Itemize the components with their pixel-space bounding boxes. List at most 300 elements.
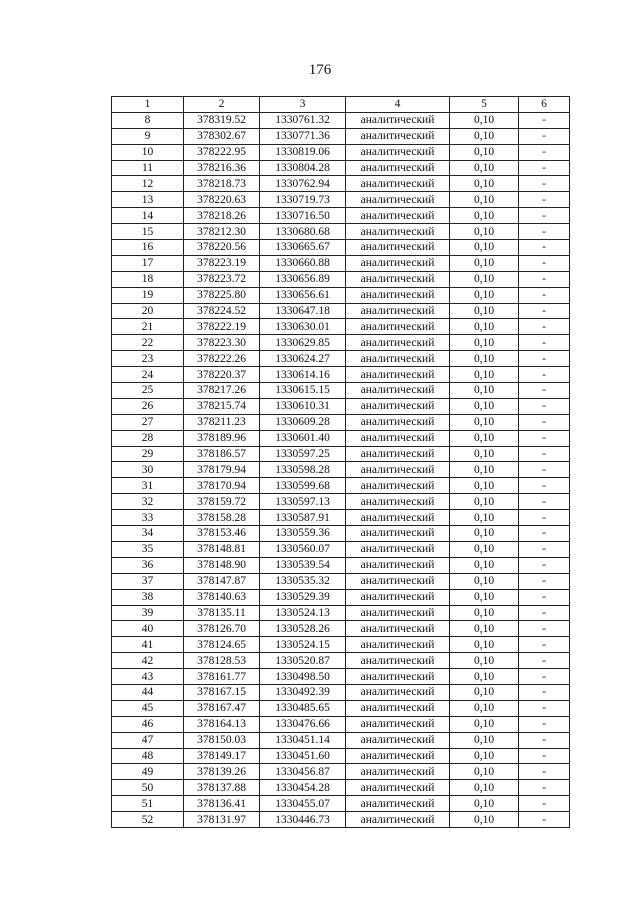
method-cell: аналитический xyxy=(346,462,450,478)
method-cell: аналитический xyxy=(346,637,450,653)
x-coordinate-cell: 378223.30 xyxy=(184,335,260,351)
method-cell: аналитический xyxy=(346,748,450,764)
x-coordinate-cell: 378135.11 xyxy=(184,605,260,621)
point-number-cell: 46 xyxy=(112,716,184,732)
y-coordinate-cell: 1330665.67 xyxy=(260,240,346,256)
y-coordinate-cell: 1330559.36 xyxy=(260,526,346,542)
note-cell: - xyxy=(519,192,570,208)
table-header-row xyxy=(112,97,570,113)
accuracy-cell: 0,10 xyxy=(450,510,519,526)
accuracy-cell: 0,10 xyxy=(450,287,519,303)
note-cell: - xyxy=(519,398,570,414)
x-coordinate-cell: 378223.19 xyxy=(184,255,260,271)
table-row xyxy=(112,716,570,732)
note-cell: - xyxy=(519,303,570,319)
y-coordinate-cell: 1330771.36 xyxy=(260,128,346,144)
method-cell: аналитический xyxy=(346,128,450,144)
x-coordinate-cell: 378220.56 xyxy=(184,240,260,256)
y-coordinate-cell: 1330610.31 xyxy=(260,398,346,414)
y-coordinate-cell: 1330609.28 xyxy=(260,414,346,430)
note-cell: - xyxy=(519,319,570,335)
method-cell: аналитический xyxy=(346,224,450,240)
point-number-cell: 48 xyxy=(112,748,184,764)
point-number-cell: 41 xyxy=(112,637,184,653)
table-row xyxy=(112,557,570,573)
table-row xyxy=(112,367,570,383)
accuracy-cell: 0,10 xyxy=(450,589,519,605)
note-cell: - xyxy=(519,526,570,542)
x-coordinate-cell: 378215.74 xyxy=(184,398,260,414)
point-number-cell: 36 xyxy=(112,557,184,573)
y-coordinate-cell: 1330485.65 xyxy=(260,700,346,716)
note-cell: - xyxy=(519,446,570,462)
x-coordinate-cell: 378212.30 xyxy=(184,224,260,240)
y-coordinate-cell: 1330524.13 xyxy=(260,605,346,621)
point-number-cell: 15 xyxy=(112,224,184,240)
x-coordinate-cell: 378189.96 xyxy=(184,430,260,446)
note-cell: - xyxy=(519,414,570,430)
x-coordinate-cell: 378139.26 xyxy=(184,764,260,780)
table-row xyxy=(112,812,570,828)
accuracy-cell: 0,10 xyxy=(450,430,519,446)
y-coordinate-cell: 1330614.16 xyxy=(260,367,346,383)
method-cell: аналитический xyxy=(346,478,450,494)
y-coordinate-cell: 1330656.61 xyxy=(260,287,346,303)
y-coordinate-cell: 1330598.28 xyxy=(260,462,346,478)
x-coordinate-cell: 378222.19 xyxy=(184,319,260,335)
table-row xyxy=(112,335,570,351)
note-cell: - xyxy=(519,684,570,700)
point-number-cell: 38 xyxy=(112,589,184,605)
y-coordinate-cell: 1330560.07 xyxy=(260,541,346,557)
x-coordinate-cell: 378167.15 xyxy=(184,684,260,700)
y-coordinate-cell: 1330647.18 xyxy=(260,303,346,319)
note-cell: - xyxy=(519,573,570,589)
column-header: 3 xyxy=(260,97,346,113)
y-coordinate-cell: 1330819.06 xyxy=(260,144,346,160)
point-number-cell: 40 xyxy=(112,621,184,637)
table-row xyxy=(112,303,570,319)
accuracy-cell: 0,10 xyxy=(450,271,519,287)
column-header: 5 xyxy=(450,97,519,113)
y-coordinate-cell: 1330451.14 xyxy=(260,732,346,748)
method-cell: аналитический xyxy=(346,112,450,128)
x-coordinate-cell: 378153.46 xyxy=(184,526,260,542)
y-coordinate-cell: 1330520.87 xyxy=(260,653,346,669)
method-cell: аналитический xyxy=(346,446,450,462)
point-number-cell: 10 xyxy=(112,144,184,160)
method-cell: аналитический xyxy=(346,430,450,446)
point-number-cell: 39 xyxy=(112,605,184,621)
y-coordinate-cell: 1330680.68 xyxy=(260,224,346,240)
point-number-cell: 12 xyxy=(112,176,184,192)
x-coordinate-cell: 378158.28 xyxy=(184,510,260,526)
x-coordinate-cell: 378164.13 xyxy=(184,716,260,732)
table-row xyxy=(112,589,570,605)
accuracy-cell: 0,10 xyxy=(450,748,519,764)
x-coordinate-cell: 378224.52 xyxy=(184,303,260,319)
method-cell: аналитический xyxy=(346,255,450,271)
x-coordinate-cell: 378223.72 xyxy=(184,271,260,287)
y-coordinate-cell: 1330630.01 xyxy=(260,319,346,335)
method-cell: аналитический xyxy=(346,780,450,796)
x-coordinate-cell: 378225.80 xyxy=(184,287,260,303)
x-coordinate-cell: 378147.87 xyxy=(184,573,260,589)
method-cell: аналитический xyxy=(346,208,450,224)
method-cell: аналитический xyxy=(346,573,450,589)
x-coordinate-cell: 378150.03 xyxy=(184,732,260,748)
accuracy-cell: 0,10 xyxy=(450,605,519,621)
accuracy-cell: 0,10 xyxy=(450,128,519,144)
y-coordinate-cell: 1330762.94 xyxy=(260,176,346,192)
method-cell: аналитический xyxy=(346,510,450,526)
note-cell: - xyxy=(519,732,570,748)
accuracy-cell: 0,10 xyxy=(450,684,519,700)
table-row xyxy=(112,383,570,399)
x-coordinate-cell: 378211.23 xyxy=(184,414,260,430)
point-number-cell: 35 xyxy=(112,541,184,557)
point-number-cell: 8 xyxy=(112,112,184,128)
y-coordinate-cell: 1330601.40 xyxy=(260,430,346,446)
page-number: 176 xyxy=(308,62,332,78)
y-coordinate-cell: 1330761.32 xyxy=(260,112,346,128)
table-row xyxy=(112,192,570,208)
point-number-cell: 18 xyxy=(112,271,184,287)
accuracy-cell: 0,10 xyxy=(450,192,519,208)
table-row xyxy=(112,208,570,224)
method-cell: аналитический xyxy=(346,351,450,367)
point-number-cell: 52 xyxy=(112,812,184,828)
y-coordinate-cell: 1330597.13 xyxy=(260,494,346,510)
accuracy-cell: 0,10 xyxy=(450,494,519,510)
table-body xyxy=(112,112,570,827)
note-cell: - xyxy=(519,478,570,494)
accuracy-cell: 0,10 xyxy=(450,796,519,812)
note-cell: - xyxy=(519,812,570,828)
y-coordinate-cell: 1330529.39 xyxy=(260,589,346,605)
note-cell: - xyxy=(519,748,570,764)
table-row xyxy=(112,319,570,335)
x-coordinate-cell: 378319.52 xyxy=(184,112,260,128)
method-cell: аналитический xyxy=(346,589,450,605)
point-number-cell: 13 xyxy=(112,192,184,208)
x-coordinate-cell: 378179.94 xyxy=(184,462,260,478)
y-coordinate-cell: 1330716.50 xyxy=(260,208,346,224)
table-row xyxy=(112,414,570,430)
method-cell: аналитический xyxy=(346,414,450,430)
method-cell: аналитический xyxy=(346,144,450,160)
note-cell: - xyxy=(519,494,570,510)
table-row xyxy=(112,398,570,414)
method-cell: аналитический xyxy=(346,494,450,510)
column-header: 2 xyxy=(184,97,260,113)
table-row xyxy=(112,494,570,510)
accuracy-cell: 0,10 xyxy=(450,224,519,240)
point-number-cell: 34 xyxy=(112,526,184,542)
x-coordinate-cell: 378161.77 xyxy=(184,669,260,685)
table-row xyxy=(112,684,570,700)
y-coordinate-cell: 1330451.60 xyxy=(260,748,346,764)
table-row xyxy=(112,764,570,780)
method-cell: аналитический xyxy=(346,303,450,319)
note-cell: - xyxy=(519,224,570,240)
point-number-cell: 49 xyxy=(112,764,184,780)
table-row xyxy=(112,271,570,287)
x-coordinate-cell: 378217.26 xyxy=(184,383,260,399)
point-number-cell: 21 xyxy=(112,319,184,335)
accuracy-cell: 0,10 xyxy=(450,319,519,335)
x-coordinate-cell: 378220.63 xyxy=(184,192,260,208)
note-cell: - xyxy=(519,796,570,812)
x-coordinate-cell: 378148.90 xyxy=(184,557,260,573)
accuracy-cell: 0,10 xyxy=(450,255,519,271)
y-coordinate-cell: 1330492.39 xyxy=(260,684,346,700)
point-number-cell: 32 xyxy=(112,494,184,510)
note-cell: - xyxy=(519,557,570,573)
note-cell: - xyxy=(519,208,570,224)
table-row xyxy=(112,430,570,446)
table-row xyxy=(112,621,570,637)
note-cell: - xyxy=(519,271,570,287)
y-coordinate-cell: 1330660.88 xyxy=(260,255,346,271)
accuracy-cell: 0,10 xyxy=(450,478,519,494)
note-cell: - xyxy=(519,780,570,796)
y-coordinate-cell: 1330587.91 xyxy=(260,510,346,526)
accuracy-cell: 0,10 xyxy=(450,653,519,669)
accuracy-cell: 0,10 xyxy=(450,351,519,367)
x-coordinate-cell: 378216.36 xyxy=(184,160,260,176)
point-number-cell: 19 xyxy=(112,287,184,303)
table-row xyxy=(112,748,570,764)
method-cell: аналитический xyxy=(346,684,450,700)
table-row xyxy=(112,510,570,526)
accuracy-cell: 0,10 xyxy=(450,398,519,414)
accuracy-cell: 0,10 xyxy=(450,240,519,256)
y-coordinate-cell: 1330476.66 xyxy=(260,716,346,732)
table-row xyxy=(112,144,570,160)
note-cell: - xyxy=(519,430,570,446)
point-number-cell: 25 xyxy=(112,383,184,399)
method-cell: аналитический xyxy=(346,240,450,256)
point-number-cell: 26 xyxy=(112,398,184,414)
point-number-cell: 31 xyxy=(112,478,184,494)
table-row xyxy=(112,796,570,812)
accuracy-cell: 0,10 xyxy=(450,621,519,637)
point-number-cell: 24 xyxy=(112,367,184,383)
y-coordinate-cell: 1330599.68 xyxy=(260,478,346,494)
y-coordinate-cell: 1330454.28 xyxy=(260,780,346,796)
table-row xyxy=(112,605,570,621)
x-coordinate-cell: 378218.73 xyxy=(184,176,260,192)
method-cell: аналитический xyxy=(346,383,450,399)
note-cell: - xyxy=(519,605,570,621)
accuracy-cell: 0,10 xyxy=(450,367,519,383)
y-coordinate-cell: 1330446.73 xyxy=(260,812,346,828)
x-coordinate-cell: 378148.81 xyxy=(184,541,260,557)
point-number-cell: 50 xyxy=(112,780,184,796)
table-row xyxy=(112,287,570,303)
accuracy-cell: 0,10 xyxy=(450,669,519,685)
x-coordinate-cell: 378149.17 xyxy=(184,748,260,764)
column-header: 4 xyxy=(346,97,450,113)
point-number-cell: 16 xyxy=(112,240,184,256)
table-row xyxy=(112,160,570,176)
table-row xyxy=(112,541,570,557)
accuracy-cell: 0,10 xyxy=(450,557,519,573)
method-cell: аналитический xyxy=(346,526,450,542)
table-row xyxy=(112,462,570,478)
accuracy-cell: 0,10 xyxy=(450,112,519,128)
table-row xyxy=(112,224,570,240)
method-cell: аналитический xyxy=(346,335,450,351)
accuracy-cell: 0,10 xyxy=(450,176,519,192)
note-cell: - xyxy=(519,621,570,637)
note-cell: - xyxy=(519,589,570,605)
point-number-cell: 9 xyxy=(112,128,184,144)
y-coordinate-cell: 1330597.25 xyxy=(260,446,346,462)
y-coordinate-cell: 1330656.89 xyxy=(260,271,346,287)
y-coordinate-cell: 1330629.85 xyxy=(260,335,346,351)
note-cell: - xyxy=(519,351,570,367)
method-cell: аналитический xyxy=(346,716,450,732)
table-row xyxy=(112,700,570,716)
note-cell: - xyxy=(519,462,570,478)
x-coordinate-cell: 378218.26 xyxy=(184,208,260,224)
accuracy-cell: 0,10 xyxy=(450,732,519,748)
method-cell: аналитический xyxy=(346,319,450,335)
x-coordinate-cell: 378170.94 xyxy=(184,478,260,494)
y-coordinate-cell: 1330804.28 xyxy=(260,160,346,176)
table-row xyxy=(112,526,570,542)
note-cell: - xyxy=(519,637,570,653)
y-coordinate-cell: 1330456.87 xyxy=(260,764,346,780)
method-cell: аналитический xyxy=(346,287,450,303)
y-coordinate-cell: 1330524.15 xyxy=(260,637,346,653)
point-number-cell: 22 xyxy=(112,335,184,351)
accuracy-cell: 0,10 xyxy=(450,780,519,796)
y-coordinate-cell: 1330719.73 xyxy=(260,192,346,208)
accuracy-cell: 0,10 xyxy=(450,335,519,351)
method-cell: аналитический xyxy=(346,621,450,637)
point-number-cell: 43 xyxy=(112,669,184,685)
table-row xyxy=(112,240,570,256)
point-number-cell: 27 xyxy=(112,414,184,430)
x-coordinate-cell: 378222.26 xyxy=(184,351,260,367)
accuracy-cell: 0,10 xyxy=(450,383,519,399)
point-number-cell: 23 xyxy=(112,351,184,367)
accuracy-cell: 0,10 xyxy=(450,160,519,176)
note-cell: - xyxy=(519,255,570,271)
note-cell: - xyxy=(519,367,570,383)
y-coordinate-cell: 1330615.15 xyxy=(260,383,346,399)
table-row xyxy=(112,112,570,128)
accuracy-cell: 0,10 xyxy=(450,462,519,478)
accuracy-cell: 0,10 xyxy=(450,764,519,780)
x-coordinate-cell: 378128.53 xyxy=(184,653,260,669)
accuracy-cell: 0,10 xyxy=(450,526,519,542)
table-row xyxy=(112,669,570,685)
point-number-cell: 11 xyxy=(112,160,184,176)
y-coordinate-cell: 1330498.50 xyxy=(260,669,346,685)
method-cell: аналитический xyxy=(346,367,450,383)
x-coordinate-cell: 378159.72 xyxy=(184,494,260,510)
accuracy-cell: 0,10 xyxy=(450,637,519,653)
x-coordinate-cell: 378136.41 xyxy=(184,796,260,812)
y-coordinate-cell: 1330539.54 xyxy=(260,557,346,573)
note-cell: - xyxy=(519,335,570,351)
method-cell: аналитический xyxy=(346,796,450,812)
accuracy-cell: 0,10 xyxy=(450,208,519,224)
point-number-cell: 47 xyxy=(112,732,184,748)
note-cell: - xyxy=(519,764,570,780)
method-cell: аналитический xyxy=(346,192,450,208)
x-coordinate-cell: 378167.47 xyxy=(184,700,260,716)
table-row xyxy=(112,255,570,271)
note-cell: - xyxy=(519,144,570,160)
note-cell: - xyxy=(519,176,570,192)
accuracy-cell: 0,10 xyxy=(450,446,519,462)
y-coordinate-cell: 1330535.32 xyxy=(260,573,346,589)
x-coordinate-cell: 378302.67 xyxy=(184,128,260,144)
accuracy-cell: 0,10 xyxy=(450,716,519,732)
note-cell: - xyxy=(519,160,570,176)
note-cell: - xyxy=(519,383,570,399)
method-cell: аналитический xyxy=(346,271,450,287)
accuracy-cell: 0,10 xyxy=(450,812,519,828)
accuracy-cell: 0,10 xyxy=(450,700,519,716)
accuracy-cell: 0,10 xyxy=(450,573,519,589)
y-coordinate-cell: 1330624.27 xyxy=(260,351,346,367)
method-cell: аналитический xyxy=(346,653,450,669)
accuracy-cell: 0,10 xyxy=(450,541,519,557)
x-coordinate-cell: 378186.57 xyxy=(184,446,260,462)
point-number-cell: 45 xyxy=(112,700,184,716)
table-row xyxy=(112,351,570,367)
y-coordinate-cell: 1330455.07 xyxy=(260,796,346,812)
x-coordinate-cell: 378222.95 xyxy=(184,144,260,160)
point-number-cell: 51 xyxy=(112,796,184,812)
point-number-cell: 29 xyxy=(112,446,184,462)
point-number-cell: 17 xyxy=(112,255,184,271)
table-row xyxy=(112,732,570,748)
coordinates-table xyxy=(111,96,570,828)
point-number-cell: 42 xyxy=(112,653,184,669)
method-cell: аналитический xyxy=(346,176,450,192)
note-cell: - xyxy=(519,240,570,256)
note-cell: - xyxy=(519,700,570,716)
point-number-cell: 44 xyxy=(112,684,184,700)
method-cell: аналитический xyxy=(346,764,450,780)
method-cell: аналитический xyxy=(346,669,450,685)
table-row xyxy=(112,478,570,494)
table-row xyxy=(112,637,570,653)
x-coordinate-cell: 378140.63 xyxy=(184,589,260,605)
table-row xyxy=(112,446,570,462)
note-cell: - xyxy=(519,669,570,685)
method-cell: аналитический xyxy=(346,700,450,716)
table-row xyxy=(112,653,570,669)
note-cell: - xyxy=(519,541,570,557)
table-row xyxy=(112,176,570,192)
note-cell: - xyxy=(519,112,570,128)
method-cell: аналитический xyxy=(346,605,450,621)
note-cell: - xyxy=(519,128,570,144)
x-coordinate-cell: 378126.70 xyxy=(184,621,260,637)
note-cell: - xyxy=(519,653,570,669)
column-header: 6 xyxy=(519,97,570,113)
method-cell: аналитический xyxy=(346,541,450,557)
y-coordinate-cell: 1330528.26 xyxy=(260,621,346,637)
